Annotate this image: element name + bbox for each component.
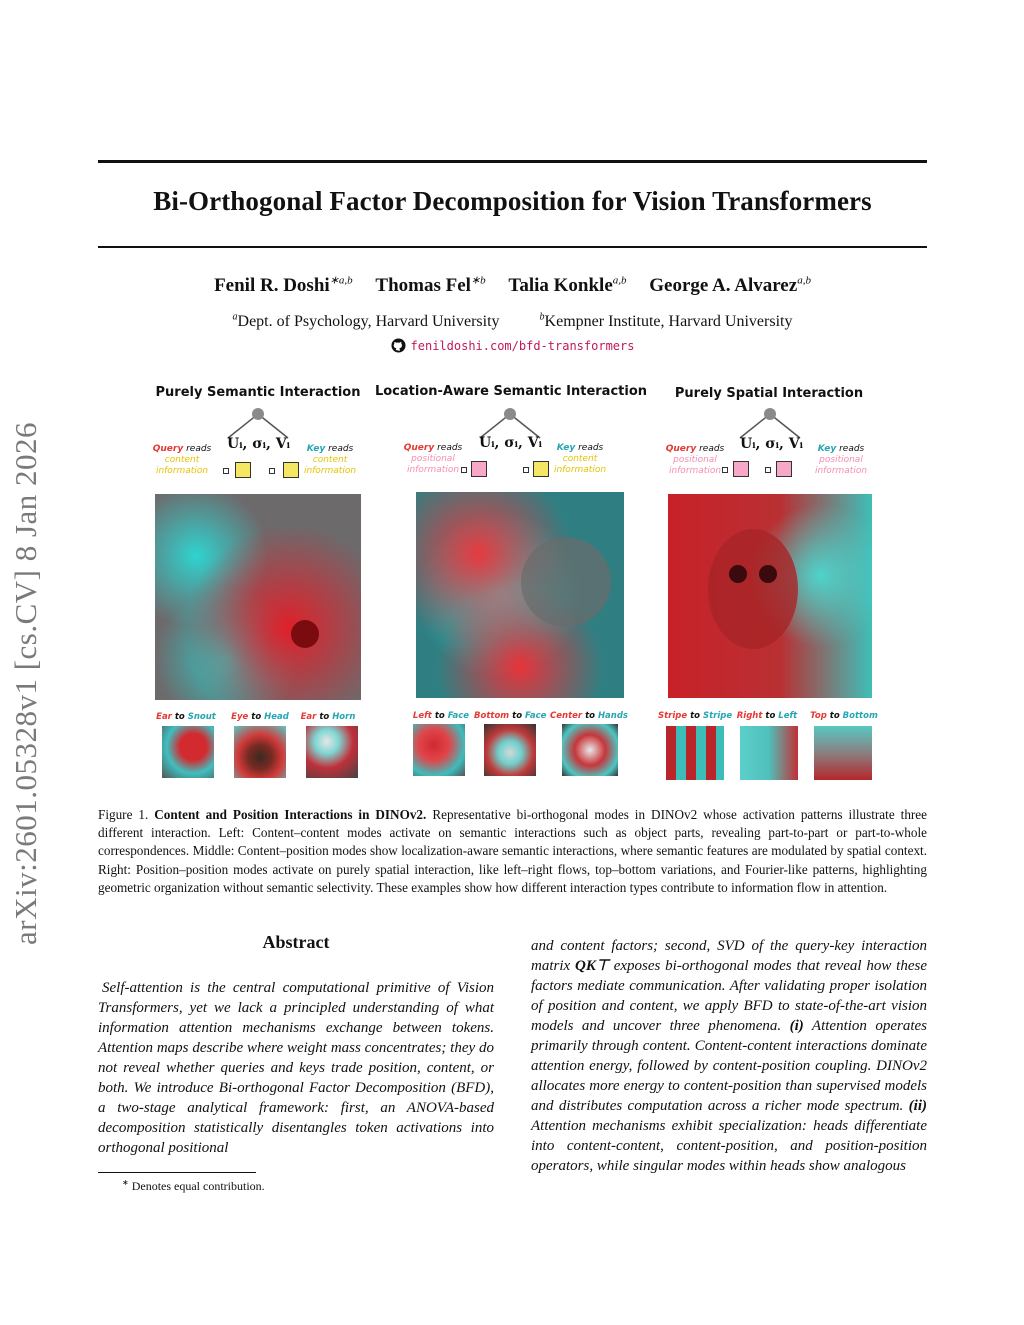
example-thumbnail (306, 726, 358, 778)
panel-title-location-aware: Location-Aware Semantic Interaction (374, 384, 648, 399)
example-caption: Ear to Snout (156, 712, 216, 722)
example-thumbnail (562, 724, 618, 776)
query-factor-square (733, 461, 749, 477)
paper-title: Bi-Orthogonal Factor Decomposition for Vision Transformers (153, 186, 872, 216)
example-caption: Center to Hands (550, 711, 628, 721)
example-thumbnail (740, 726, 798, 780)
query-reads-label: Query reads positional information (665, 444, 725, 476)
key-factor-square (776, 461, 792, 477)
affiliations (98, 312, 927, 331)
spatial-mode-activation-image (668, 494, 872, 698)
abstract-right-column: and content factors; second, SVD of the query-key interaction matrix QK⊤ exposes bi-orthogonal modes that reveal how these factors mediate communication. After validating proper isolation of position and content, we apply BFD to state-of-the-art vision models and uncover three phenomena. (i) Attention operates primarily through content. Content-content interactions dominate attention energy, followed by content-position coupling. DINOv2 allocates more energy to content-position than supervised models and distributes computation across a richer mode spectrum. (ii) Attention mechanisms exhibit specialization: heads differentiate into content-content, content-position, and position-position operators, while singular modes within heads show analogous (531, 938, 927, 1174)
key-factor-square (533, 461, 549, 477)
panel-title-spatial: Purely Spatial Interaction (674, 386, 864, 401)
example-caption: Eye to Head (231, 712, 289, 722)
example-caption: Left to Face (412, 711, 470, 721)
key-reads-label: Key reads positional information (814, 444, 868, 476)
example-caption: Top to Bottom (810, 711, 878, 721)
author-1: Fenil R. Doshi$^{∗a,b}$ (214, 275, 353, 297)
query-factor-square (471, 461, 487, 477)
location-aware-mode-activation-image (416, 492, 624, 698)
footnote-rule (98, 1172, 256, 1173)
top-rule (98, 160, 927, 163)
tree-root-node (504, 408, 516, 420)
author-4: George A. Alvarez$^{a,b}$ (649, 275, 811, 297)
panel-title-semantic: Purely Semantic Interaction (155, 385, 361, 400)
example-thumbnail (413, 724, 465, 776)
usv-label: Uᵢ, σᵢ, Vᵢ (227, 436, 290, 452)
figure-caption: Figure 1. Content and Position Interactions in DINOv2. Representative bi-orthogonal modes in DINOv2 whose activation patterns illustrate three different interaction. Left: Content–content modes activate on semantic interactions such as object parts, revealing part-to-part or part-to-whole correspondences. Middle: Content–position modes show localization-aware semantic interactions, where semantic features are modulated by spatial context. Right: Position–position modes activate on purely spatial interaction, like left–right flows, top–bottom variations, and Fourier-like patterns, highlighting geometric organization without semantic selectivity. These examples show how different interaction types contribute to information flow in attention. (98, 807, 928, 895)
key-reads-label: Key reads content information (553, 443, 607, 475)
example-thumbnail (234, 726, 286, 778)
abstract-heading: Abstract (262, 932, 330, 952)
tree-root-node (764, 408, 776, 420)
arxiv-stamp: arXiv:2601.05328v1 [cs.CV] 8 Jan 2026 (8, 421, 43, 945)
author-3: Talia Konkle$^{a,b}$ (508, 275, 627, 297)
example-thumbnail (484, 724, 536, 776)
tree-root-node (252, 408, 264, 420)
token-dot (269, 468, 275, 474)
affiliation-a: $^a$Dept. of Psychology, Harvard University (232, 312, 500, 331)
title-rule (98, 246, 927, 248)
usv-label: Uᵢ, σᵢ, Vᵢ (479, 435, 542, 451)
query-factor-square (235, 462, 251, 478)
example-thumbnail (666, 726, 724, 780)
author-list (98, 274, 927, 297)
footnote: ∗ Denotes equal contribution. (122, 1178, 265, 1193)
query-reads-label: Query reads content information (152, 444, 212, 476)
example-caption: Right to Left (736, 711, 798, 721)
semantic-mode-activation-image (155, 494, 361, 700)
author-2: Thomas Fel$^{∗b}$ (375, 275, 486, 297)
key-reads-label: Key reads content information (303, 444, 357, 476)
key-factor-square (283, 462, 299, 478)
github-icon (391, 338, 406, 353)
project-link-text[interactable]: fenildoshi.com/bfd-transformers (410, 339, 635, 353)
abstract-left-column: Self-attention is the central computational primitive of Vision Transformers, yet we lack a principled understanding of what information attention mechanisms exchange between tokens. Attention maps describe where weight mass concentrates; they do not reveal whether queries and keys trade position, content, or both. We introduce Bi-orthogonal Factor Decomposition (BFD), a two-stage analytical framework: first, an ANOVA-based decomposition statistically disentangles token activations into orthogonal positional (98, 980, 494, 1156)
project-link[interactable] (98, 338, 927, 353)
token-dot (223, 468, 229, 474)
token-dot (765, 467, 771, 473)
example-caption: Bottom to Face (474, 711, 547, 721)
affiliation-b: $^b$Kempner Institute, Harvard University (539, 312, 793, 331)
token-dot (523, 467, 529, 473)
example-caption: Stripe to Stripe (658, 711, 733, 721)
example-thumbnail (162, 726, 214, 778)
usv-label: Uᵢ, σᵢ, Vᵢ (740, 436, 803, 452)
query-reads-label: Query reads positional information (403, 443, 463, 475)
example-caption: Ear to Horn (300, 712, 356, 722)
example-thumbnail (814, 726, 872, 780)
